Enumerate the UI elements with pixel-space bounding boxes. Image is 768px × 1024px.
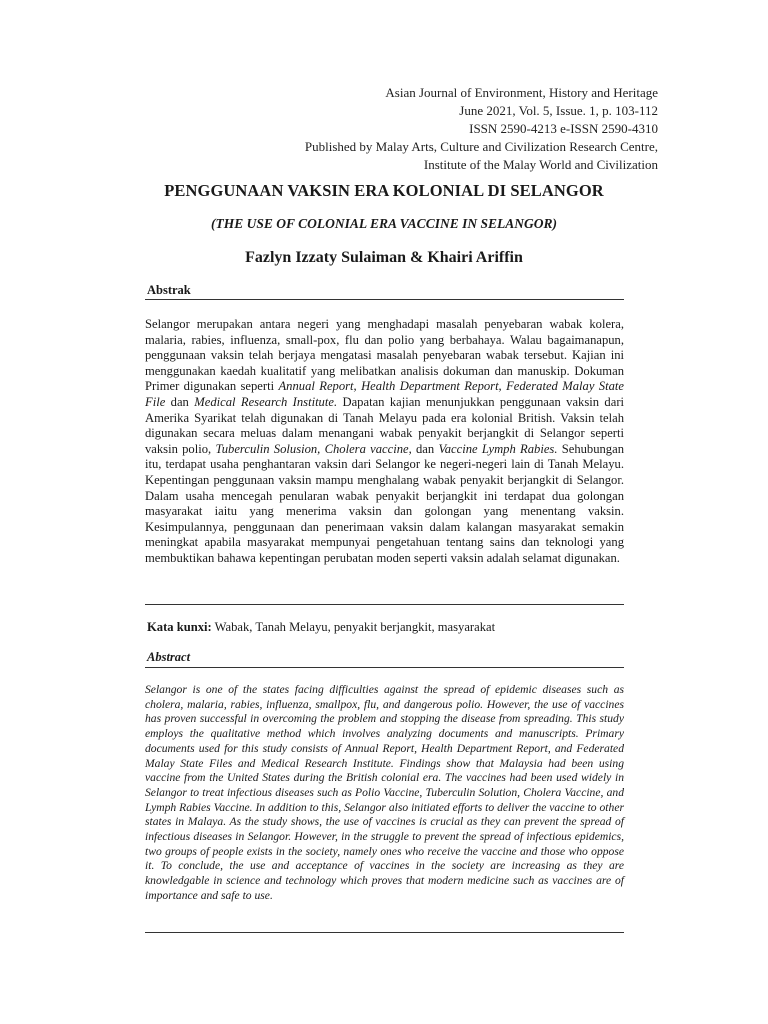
keywords-label: Kata kunxi: <box>147 620 212 634</box>
abstrak-italic-institute: Medical Research Institute. <box>194 394 338 409</box>
abstrak-bottom-divider <box>145 604 624 605</box>
paper-title: PENGGUNAAN VAKSIN ERA KOLONIAL DI SELANGOR <box>164 181 604 200</box>
keywords-value: Wabak, Tanah Melayu, penyakit berjangkit, masyarakat <box>211 620 496 634</box>
abstract-bottom-divider <box>145 932 624 933</box>
paper-subtitle: (THE USE OF COLONIAL ERA VACCINE IN SELANGOR) <box>211 216 557 231</box>
abstrak-text: Dapatan kajian menunjukkan penggunaan vaksin dari Amerika Syarikat telah digunakan di Tanah Melayu pada era kolonial British. Vaksin telah digunakan secara meluas dalam menangani wabak penyakit berjangkit di Selangor seperti vaksin polio, <box>145 394 625 456</box>
abstrak-text: dan <box>411 441 439 456</box>
abstrak-body <box>145 317 624 567</box>
journal-institute: Institute of the Malay World and Civilization <box>423 157 658 172</box>
keywords-line <box>147 620 624 635</box>
abstrak-italic-rabies: Vaccine Lymph Rabies. <box>438 441 558 456</box>
abstract-heading: Abstract <box>147 650 191 664</box>
paper-authors: Fazlyn Izzaty Sulaiman & Khairi Ariffin <box>245 249 523 266</box>
abstract-top-divider <box>145 667 624 668</box>
journal-header <box>230 84 658 174</box>
journal-name: Asian Journal of Environment, History and Heritage <box>385 85 658 100</box>
abstrak-italic-vaccines: Tuberculin Solusion, Cholera vaccine, <box>215 441 412 456</box>
abstrak-heading: Abstrak <box>147 283 191 297</box>
abstract-body: Selangor is one of the states facing difficulties against the spread of epidemic diseases such as cholera, malaria, rabies, influenza, smallpox, flu, and dangerous polio. However, the use of vaccines has proven successful in overcoming the problem and stopping the disease from spreading. This study employs the qualitative method which involves analyzing documents and manuscripts. Primary documents used for this study consists of Annual Report, Health Department Report, and Federated Malay State Files and Medical Research Institute. Findings show that Malaysia had been using vaccine from the United States during the British colonial era. The vaccines had been used widely in Selangor to treat infectious diseases such as Polio Vaccine, Tuberculin Solution, Cholera Vaccine, and Lymph Rabies Vaccine. In addition to this, Selangor also initiated efforts to deliver the vaccine to other states in Malaya. As the study shows, the use of vaccines is crucial as they can prevent the spread of infectious diseases in Selangor. However, in the struggle to prevent the spread of infectious epidemics, two groups of people exists in the society, namely ones who receive the vaccine and those who oppose it. To conclude, the use and acceptance of vaccines in the society are increasing as they are knowledgable in science and technology which proves that modern medicine such as vaccines are of importance and safe to use. <box>145 683 624 902</box>
abstrak-text: Sehubungan itu, terdapat usaha penghantaran vaksin dari Selangor ke negeri-negeri lain di Tanah Melayu. Kepentingan penggunaan vaksin mampu menghalang wabak penyakit berjangkit di Selangor. Dalam usaha mencegah penularan wabak penyakit berjangkit ini terdapat dua golongan masyarakat iaitu yang menerima vaksin dan golongan yang menentang vaksin. Kesimpulannya, penggunaan dan penerimaan vaksin dalam kalangan masyarakat semakin meningkat apabila masyarakat mempunyai pengetahuan tentang sains dan teknologi yang membuktikan bahawa kepentingan perubatan moden seperti vaksin adalah selamat digunakan. <box>145 441 624 565</box>
abstrak-text: Selangor merupakan antara negeri yang menghadapi masalah penyebaran wabak kolera, malaria, rabies, influenza, small-pox, flu dan polio yang berbahaya. Walau bagaimanapun, penggunaan vaksin telah berjaya mengatasi masalah penyebaran wabak tersebut. Kajian ini menggunakan kaedah kualitatif yang melibatkan analisis dokuman dan manuskip. Dokuman Primer digunakan seperti <box>145 317 624 394</box>
abstrak-text: dan <box>165 394 195 409</box>
journal-issn: ISSN 2590-4213 e-ISSN 2590-4310 <box>469 121 658 136</box>
journal-publisher: Published by Malay Arts, Culture and Civilization Research Centre, <box>304 139 658 154</box>
abstrak-top-divider <box>145 299 624 300</box>
journal-issue: June 2021, Vol. 5, Issue. 1, p. 103-112 <box>459 103 658 118</box>
abstrak-italic-sources: Annual Report, Health Department Report, Federated Malay State File <box>145 379 624 409</box>
